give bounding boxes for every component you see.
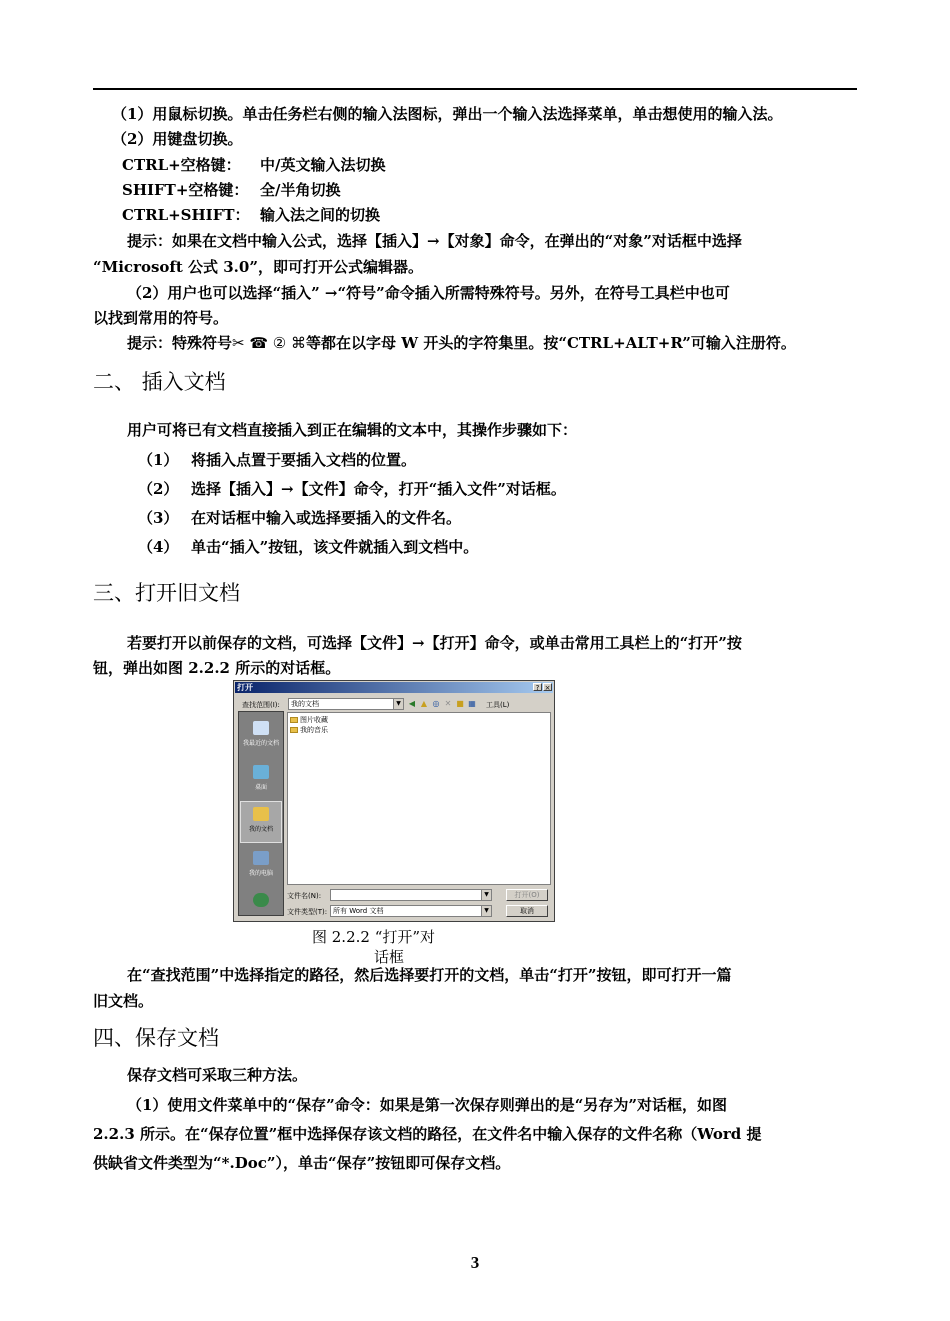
place-recent[interactable]: 我最近的文档 [240,716,282,758]
place-network[interactable] [240,888,282,930]
section4-paragraph-line3: 供缺省文件类型为“*.Doc”），单击“保存”按钮即可保存文档。 [93,1154,511,1172]
cancel-button[interactable]: 取消 [506,905,548,917]
paragraph-symbol-line1: （2）用户也可以选择“插入” →“符号”命令插入所需特殊符号。另外，在符号工具栏中也可 [127,284,730,302]
step-text: 选择【插入】→【文件】命令，打开“插入文件”对话框。 [191,480,566,498]
my-computer-icon [253,851,269,865]
filename-label: 文件名(N): [287,892,322,900]
tip-formula-line1: 提示：如果在文档中输入公式，选择【插入】→【对象】命令，在弹出的“对象”对话框中选择 [127,232,742,250]
shortcut-key-2: SHIFT+空格键： [122,181,249,199]
step-number: （3） [138,509,179,527]
section2-intro: 用户可将已有文档直接插入到正在编辑的文本中，其操作步骤如下： [127,421,578,439]
shortcut-desc-3: 输入法之间的切换 [260,206,381,224]
open-dialog-figure [233,680,555,922]
list-item[interactable]: 图片收藏 [290,715,328,725]
dialog-titlebar: 打开 [235,682,553,693]
figure-caption-line2: 话框 [374,948,405,966]
section3-after-line1: 在“查找范围”中选择指定的路径，然后选择要打开的文档，单击“打开”按钮，即可打开一篇 [127,966,732,984]
filename-input[interactable] [330,889,492,901]
recent-documents-icon [253,721,269,735]
section4-paragraph-line2: 2.2.3 所示。在“保存位置”框中选择保存该文档的路径，在文件名中输入保存的文件名称（Word 提 [93,1125,762,1143]
shortcut-key-3: CTRL+SHIFT： [122,206,250,224]
shortcut-key-1: CTRL+空格键： [122,156,241,174]
paragraph-symbol-line2: 以找到常用的符号。 [93,309,229,327]
help-button[interactable]: ? [533,683,542,691]
close-button[interactable]: × [544,684,551,692]
page-number: 3 [470,1253,480,1272]
chevron-down-icon: ▼ [481,890,491,900]
folder-icon [290,717,298,723]
desktop-icon [253,765,269,779]
delete-icon[interactable]: ✕ [444,699,452,708]
section-heading-insert: 二、 插入文档 [93,370,226,394]
place-desktop[interactable]: 桌面 [240,760,282,802]
search-web-icon[interactable]: ◎ [432,699,440,708]
list-item[interactable]: 我的音乐 [290,725,328,735]
paragraph-keyboard-switch: （2）用键盘切换。 [112,130,243,148]
place-my-computer[interactable]: 我的电脑 [240,846,282,888]
section4-intro: 保存文档可采取三种方法。 [127,1066,308,1084]
header-rule [93,88,857,90]
new-folder-icon[interactable]: ■ [456,699,464,708]
step-number: （2） [138,480,179,498]
section3-paragraph-line1: 若要打开以前保存的文档，可选择【文件】→【打开】命令，或单击常用工具栏上的“打开”按 [127,634,742,652]
section-heading-save: 四、保存文档 [93,1026,219,1050]
step-text: 将插入点置于要插入文档的位置。 [191,451,417,469]
special-symbols: ✂ ☎ ② ⌘ [232,334,307,352]
place-my-documents[interactable]: 我的文档 [240,801,282,843]
file-list[interactable] [287,712,551,885]
section3-after-line2: 旧文档。 [93,992,154,1010]
shortcut-desc-2: 全/半角切换 [260,181,341,199]
open-button[interactable]: 打开(O) [506,889,548,901]
section3-paragraph-line2: 钮，弹出如图 2.2.2 所示的对话框。 [93,659,341,677]
places-bar [238,711,284,916]
folder-icon [290,727,298,733]
filetype-dropdown[interactable]: 所有 Word 文档 ▼ [330,905,492,917]
filetype-label: 文件类型(T): [287,908,328,916]
lookin-dropdown[interactable]: 我的文档 ▼ [288,698,404,710]
section-heading-open: 三、打开旧文档 [93,581,240,605]
network-places-icon [253,893,269,907]
lookin-label: 查找范围(I): [242,701,280,709]
views-icon[interactable]: ▦ [468,699,476,708]
paragraph-mouse-switch: （1）用鼠标切换。单击任务栏右侧的输入法图标，弹出一个输入法选择菜单，单击想使用的输入法。 [112,105,783,123]
tip-formula-line2: “Microsoft 公式 3.0”，即可打开公式编辑器。 [93,258,423,276]
chevron-down-icon: ▼ [393,699,403,709]
section4-paragraph-line1: （1）使用文件菜单中的“保存”命令：如果是第一次保存则弹出的是“另存为”对话框，如图 [127,1096,727,1114]
up-folder-icon[interactable]: ▲ [420,699,428,708]
step-number: （4） [138,538,179,556]
step-text: 在对话框中输入或选择要插入的文件名。 [191,509,462,527]
step-number: （1） [138,451,179,469]
figure-caption-line1: 图 2.2.2 “打开”对 [312,928,436,946]
my-documents-icon [253,807,269,821]
tools-menu[interactable]: 工具(L) [486,701,510,709]
step-text: 单击“插入”按钮，该文件就插入到文档中。 [191,538,479,556]
chevron-down-icon: ▼ [481,906,491,916]
tip-special-symbols: 提示：特殊符号✂ ☎ ② ⌘等都在以字母 W 开头的字符集里。按“CTRL+ALT+R”可输入注册符。 [127,334,796,352]
shortcut-desc-1: 中/英文输入法切换 [260,156,386,174]
back-icon[interactable]: ◀ [408,699,416,708]
